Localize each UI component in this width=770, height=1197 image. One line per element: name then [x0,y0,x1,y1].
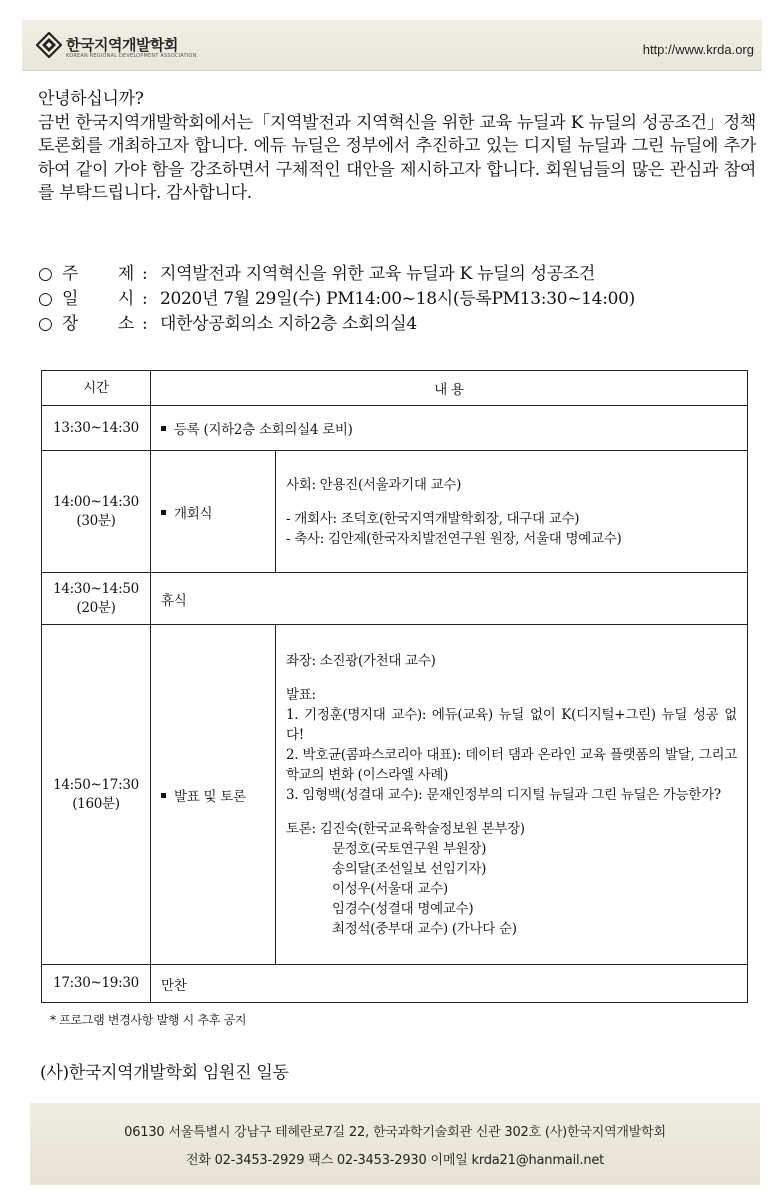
event-info [38,262,756,337]
square-bullet-icon [161,793,166,798]
website-url[interactable]: http://www.krda.org [642,42,754,57]
info-label: 일 시 [62,289,134,309]
letterhead [22,20,762,71]
table-row [42,406,748,451]
info-topic [38,262,756,287]
info-colon: : [142,289,148,309]
table-row [42,965,748,1003]
row-event: 발표 및 토론 [151,625,276,965]
info-value: 대한상공회의소 지하2층 소회의실4 [160,314,417,334]
row-time: 14:00~14:30 (30분) [42,451,151,573]
info-venue [38,312,756,337]
row-detail: 사회: 안용진(서울과기대 교수) - 개회사: 조덕호(한국지역개발학회장, 대구대 교수) - 축사: 김안제(한국자치발전연구원 원장, 서울대 명예교수) [276,451,748,573]
table-header-row [42,371,748,406]
footer [30,1103,760,1185]
table-row [42,625,748,965]
row-time: 14:30~14:50 (20분) [42,573,151,625]
footer-address: 06130 서울특별시 강남구 테헤란로7길 22, 한국과학기술회관 신관 302호 (사)한국지역개발학회 [124,1125,666,1140]
info-label: 장 소 [62,314,134,334]
row-detail: 좌장: 소진광(가천대 교수) 발표: 1. 기정훈(명지대 교수): 에듀(교육) 뉴딜 없이 K(디지털+그린) 뉴딜 성공 없다! 2. 박호균(콤파스코리아 대표): 데이터 댐과 온라인 교육 플랫폼의 발달, 그리고 학교의 변화 (이스라엘 사례) 3. 임형백(성결대 교수): 문재인정부의 디지털 뉴딜과 그린 뉴딜은 가능한가? 토론: 김진숙(한국교육학술정보원 본부장) 문정호(국토연구원 부원장) 송의달(조선일보 선임기자) 이성우(서울대 교수) 임경수(성결대 명예교수) 최정석(중부대 교수) (가나다 순) [276,625,748,965]
signature: (사)한국지역개발학회 임원진 일동 [40,1063,289,1083]
row-event: 등록 (지하2층 소회의실4 로비) [151,406,748,451]
info-datetime [38,287,756,312]
schedule-table [41,370,748,1003]
table-row [42,573,748,625]
header-time: 시간 [42,371,151,406]
info-colon: : [142,264,148,284]
greeting: 안녕하십니까? [38,89,144,109]
table-row [42,451,748,573]
circle-bullet-icon: ○ [38,289,53,309]
row-time: 17:30~19:30 [42,965,151,1003]
diamond-logo-icon [36,32,62,58]
schedule-note: * 프로그램 변경사항 발행 시 추후 공지 [50,1013,247,1027]
info-value: 2020년 7월 29일(수) PM14:00~18시(등록PM13:30~14:00) [160,289,635,309]
circle-bullet-icon: ○ [38,314,53,334]
logo-subtitle: KOREAN REGIONAL DEVELOPMENT ASSOCIATION [66,53,197,59]
intro-paragraph [38,88,756,206]
square-bullet-icon [161,510,166,515]
footer-contact: 전화 02-3453-2929 팩스 02-3453-2930 이메일 krda21@hanmail.net [185,1153,605,1168]
intro-body: 금번 한국지역개발학회에서는「지역발전과 지역혁신을 위한 교육 뉴딜과 K 뉴딜의 성공조건」정책토론회를 개최하고자 합니다. 에듀 뉴딜은 정부에서 추진하고 있는 디지털 뉴딜과 그린 뉴딜에 추가하여 같이 가야 함을 강조하면서 구체적인 대안을 제시하고자 합니다. 회원님들의 많은 관심과 참여를 부탁드립니다. 감사합니다. [38,112,756,203]
row-event: 휴식 [151,573,748,625]
square-bullet-icon [161,426,166,431]
logo-text: 한국지역개발학회 [66,36,178,54]
row-time: 14:50~17:30 (160분) [42,625,151,965]
circle-bullet-icon: ○ [38,264,53,284]
info-label: 주 제 [62,264,134,284]
info-value: 지역발전과 지역혁신을 위한 교육 뉴딜과 K 뉴딜의 성공조건 [160,264,596,284]
row-time: 13:30~14:30 [42,406,151,451]
header-content: 내 용 [151,371,748,406]
row-event: 개회식 [151,451,276,573]
row-event: 만찬 [151,965,748,1003]
info-colon: : [142,314,148,334]
